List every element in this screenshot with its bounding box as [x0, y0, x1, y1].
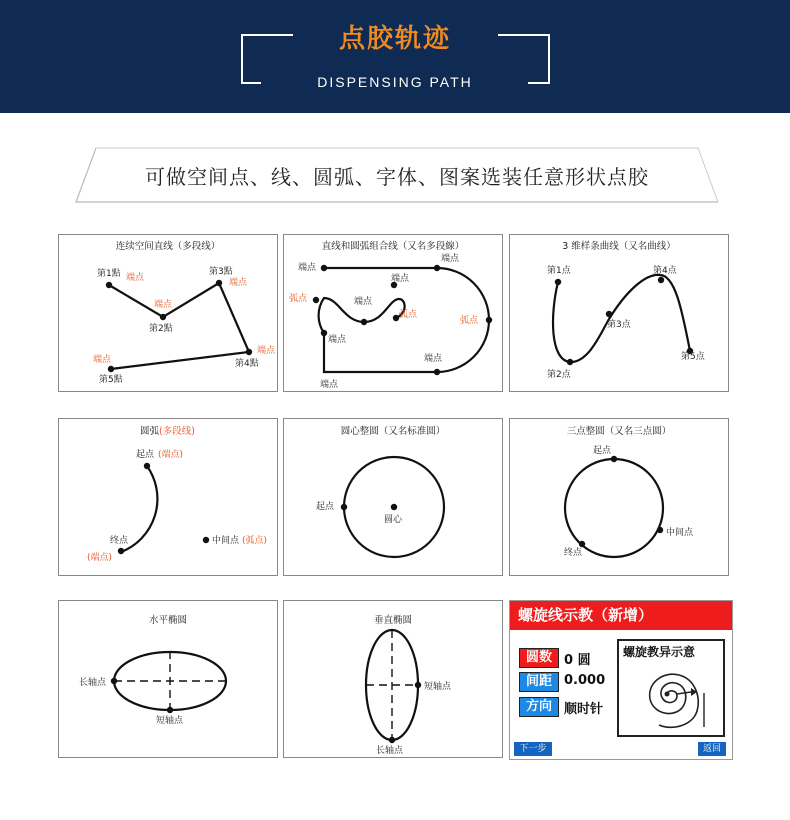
label-end: 端点 [441, 254, 460, 264]
spiral-diagram-title: 螺旋教异示意 [623, 645, 696, 659]
label-bend-3: 端点 [229, 278, 248, 288]
label-pt1: 第1点 [547, 266, 571, 276]
label-short: 短轴点 [156, 716, 184, 726]
label-end-1: 端点 [126, 273, 145, 283]
label-long: 长轴点 [79, 678, 107, 688]
label-pt3: 第3點 [209, 267, 233, 277]
banner-text: 可做空间点、线、圆弧、字体、图案选装任意形状点胶 [145, 165, 649, 189]
panel-spline [509, 234, 729, 392]
end-point [579, 541, 585, 547]
end-point-bottom-left [321, 330, 327, 336]
panel-arc [58, 418, 278, 576]
center-point [391, 504, 397, 510]
arc-point-left [313, 297, 319, 303]
point-3 [606, 311, 612, 317]
panel-title: 直线和圆弧组合线（又名多段線） [321, 241, 465, 252]
label-bend-2: 端点 [154, 300, 173, 310]
label-pt2: 第2点 [547, 370, 571, 380]
point-1 [106, 282, 112, 288]
point-4 [658, 277, 664, 283]
short-axis-point [415, 682, 421, 688]
arc-point-right [486, 317, 492, 323]
panel-line-arc-combo [283, 234, 503, 392]
start-point [611, 456, 617, 462]
page-subtitle: DISPENSING PATH [317, 74, 473, 90]
point-2 [160, 314, 166, 320]
start-point [144, 463, 150, 469]
label-end-5: 端点 [93, 355, 112, 365]
panel-title: 水平椭圆 [148, 615, 188, 626]
label-arc: 弧点 [289, 294, 308, 304]
label-pt3: 第3点 [607, 320, 631, 330]
end-point-bottom-right [434, 369, 440, 375]
row-label-circles[interactable]: 圆数 [519, 648, 559, 668]
back-button[interactable]: 返回 [698, 742, 726, 756]
label-pt1: 第1點 [97, 269, 121, 279]
row-label-spacing[interactable]: 间距 [519, 672, 559, 692]
label-end-4: 端点 [257, 346, 276, 356]
label-mid-extra: (弧点) [242, 536, 268, 546]
label-pt4: 第4點 [235, 359, 259, 369]
label-end: 终点 [110, 536, 129, 546]
label-end: 端点 [320, 380, 339, 390]
panel-polyline [58, 234, 278, 392]
label-end: 端点 [328, 335, 347, 345]
spline-path [553, 275, 690, 362]
bracket-bottom-right [528, 34, 548, 84]
page-title: 点胶轨迹 [338, 24, 451, 54]
end-point-top-left [321, 265, 327, 271]
row-value-direction: 顺时针 [564, 702, 604, 717]
spiral-diagram [617, 639, 725, 737]
label-start: 起点 [316, 502, 335, 512]
end-point-mid [361, 319, 367, 325]
point-1 [555, 279, 561, 285]
label-center: 圆心 [384, 515, 403, 525]
label-mid: 中间点 [212, 536, 240, 546]
point-3 [216, 280, 222, 286]
label-end: 端点 [391, 274, 410, 284]
point-4 [246, 349, 252, 355]
end-point [118, 548, 124, 554]
spiral-icon [619, 641, 723, 735]
label-end: 终点 [564, 548, 583, 558]
label-mid: 中间点 [666, 528, 694, 538]
panel-title: 3 维样条曲线（又名曲线） [562, 241, 676, 252]
label-start: 起点 [136, 450, 155, 460]
polyline-path [109, 283, 249, 369]
header-band [0, 0, 790, 113]
mid-point [657, 527, 663, 533]
label-long: 长轴点 [376, 746, 404, 756]
panel-title-main: 圆弧 [140, 426, 160, 437]
spiral-teach-screen [509, 600, 733, 760]
mid-point [203, 537, 209, 543]
feature-banner [74, 146, 720, 204]
label-start-extra: (端点) [158, 450, 184, 460]
row-value-circles: 0 圆 [564, 653, 591, 668]
panel-title-extra: (多段线) [159, 426, 195, 437]
bracket-bottom-left [241, 34, 261, 84]
panel-title [140, 425, 195, 437]
panel-center-circle [283, 418, 503, 576]
short-axis-point [167, 707, 173, 713]
panel-vertical-ellipse [283, 600, 503, 758]
panel-title: 三点整圆（又名三点圆） [566, 426, 672, 437]
start-point [341, 504, 347, 510]
screen-title: 螺旋线示教（新增） [510, 601, 732, 630]
long-axis-point [111, 678, 117, 684]
row-value-spacing: 0.000 [564, 673, 606, 688]
panel-horizontal-ellipse [58, 600, 278, 758]
label-short: 短轴点 [424, 682, 452, 692]
label-arc: 弧点 [460, 316, 479, 326]
next-step-button[interactable]: 下一步 [514, 742, 552, 756]
label-pt5: 第5點 [99, 375, 123, 385]
label-pt5: 第5点 [681, 352, 705, 362]
panel-title: 圆心整圆（又名标准圆） [340, 426, 446, 437]
row-label-direction[interactable]: 方向 [519, 697, 559, 717]
end-point-top-right [434, 265, 440, 271]
panel-title: 连续空间直线（多段线） [115, 241, 221, 252]
panel-title: 垂直椭圆 [373, 615, 413, 626]
label-end: 端点 [298, 263, 317, 273]
label-end: 端点 [424, 354, 443, 364]
point-5 [108, 366, 114, 372]
label-end-extra: (端点) [87, 553, 113, 563]
label-pt4: 第4点 [653, 266, 677, 276]
label-arc: 弧点 [399, 310, 418, 320]
long-axis-point [389, 737, 395, 743]
label-start: 起点 [593, 446, 612, 456]
label-pt2: 第2點 [149, 324, 173, 334]
panel-three-point-circle [509, 418, 729, 576]
label-end: 端点 [354, 297, 373, 307]
point-2 [567, 359, 573, 365]
